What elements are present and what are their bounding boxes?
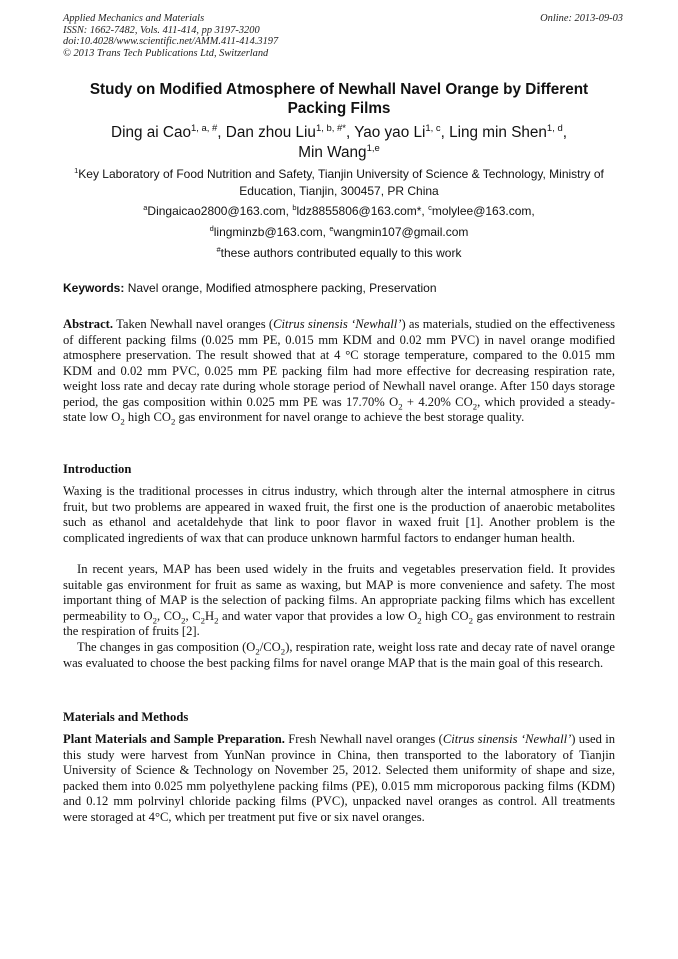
- email-line-2: [63, 224, 615, 241]
- author-name: Min Wang: [298, 144, 367, 161]
- paragraph-text: Fresh Newhall navel oranges (: [284, 732, 443, 746]
- subscript: 2: [417, 615, 422, 626]
- abstract-text: ) as materials, studied on the effectiveness of different packing films (0.025 mm PE, 0.015 mm KDM and 0.02 mm PVC) in navel orange modified atmosphere preservation. The result showed that at 4 °C storage temperature, compared to the 0.015 mm KDM and 0.02 mm PVC, 0.025 mm PE packing film had more effective for decreasing respiration rate, weight loss rate and decay rate during whole storage period of Newhall navel orange. After 150 days storage period, the gas composition within 0.025 mm PE was 17.70% O: [63, 317, 616, 409]
- subscript: 2: [214, 615, 219, 626]
- email-address: lingminzb@163.com,: [213, 225, 326, 239]
- affiliation-text: Key Laboratory of Food Nutrition and Safety, Tianjin University of Science & Technology, Ministry of Education, Tianjin, 300457, PR China: [78, 167, 604, 198]
- paragraph-text: ) used in this study were harvest from YunNan province in China, then transported to the laboratory of Tianjin University of Science & Technology on November 25, 2012. Selected them uniformity of shape and size, packed them into 0.025 mm polyethylene packing films (PE), 0.015 mm microporous packing films (KDM) and 0.12 mm polrvinyl chloride packing films (PVC), unpacked navel oranges as control. All treatments were storaged at 4°C, which per treatment put five or six navel oranges.: [63, 732, 616, 824]
- subscript: 2: [468, 615, 473, 626]
- subscript: 2: [398, 401, 403, 412]
- author-list: Ding ai Cao$^{1, a, \#}$, Dan zhou Liu$^{1, b, \#*}$, Yao yao Li$^{1, c}$, Ling min Shen$^{1, d}$, Min Wang$^{1,e}$: [111, 122, 567, 161]
- paragraph-text: The changes in gas composition (O: [77, 640, 256, 654]
- journal-issn: ISSN: 1662-7482, Vols. 411-414, pp 3197-3200: [63, 24, 260, 36]
- paragraph-text: high CO: [421, 608, 469, 623]
- paper-title: [63, 80, 615, 118]
- subscript: 2: [152, 615, 157, 626]
- subscript: 2: [170, 416, 176, 427]
- author-affiliation-mark: 1,e: [366, 142, 380, 154]
- email-mark: b: [292, 203, 297, 212]
- paragraph-text: , CO: [156, 608, 182, 623]
- email-address: molylee@163.com,: [431, 204, 535, 218]
- journal-copyright: © 2013 Trans Tech Publications Ltd, Switzerland: [63, 47, 269, 59]
- paragraph-text: , C: [185, 608, 201, 623]
- email-line-1: [63, 203, 615, 220]
- email-mark: e: [329, 224, 334, 233]
- equal-contribution-text: these authors contributed equally to this work: [220, 246, 462, 260]
- keywords: [63, 280, 615, 296]
- subscript: 2: [181, 615, 186, 626]
- abstract-text: gas environment for navel orange to achieve the best storage quality.: [175, 410, 525, 424]
- email-mark: c: [428, 203, 432, 212]
- abstract-text: high CO: [124, 410, 171, 424]
- equal-contribution-note: [63, 245, 615, 262]
- paragraph-text: /CO: [259, 640, 281, 654]
- author-name: Yao yao Li: [354, 124, 426, 141]
- author-name: Ding ai Cao: [111, 124, 191, 141]
- subscript: 2: [280, 646, 286, 657]
- author-affiliation-mark: 1, c: [425, 122, 441, 134]
- abstract-text: , which provided a steady-state low O: [63, 394, 615, 424]
- author-name: Dan zhou Liu: [225, 124, 316, 141]
- email-address: ldz8855806@163.com*,: [296, 204, 425, 218]
- journal-header: [63, 13, 623, 59]
- methods-paragraph: [63, 732, 615, 825]
- title-line-1: Study on Modified Atmosphere of Newhall Navel Orange by Different: [89, 81, 589, 98]
- introduction-paragraph-2: [63, 562, 615, 640]
- online-date: Online: 2013-09-03: [540, 13, 623, 24]
- journal-name: Applied Mechanics and Materials: [63, 13, 205, 24]
- journal-doi: doi:10.4028/www.scientific.net/AMM.411-414.3197: [63, 36, 279, 48]
- subscript: 2: [472, 401, 478, 412]
- paragraph-text: In recent years, MAP has been used widely in the fruits and vegetables preservation field. It provides suitable gas environment for fruit as same as waxing, but MAP is more convenience and safety. The most important thing of MAP is the selection of packing films. An appropriate packing films which has excellent permeability to O: [63, 562, 615, 623]
- subscript: 2: [200, 615, 205, 626]
- paragraph-text: H: [205, 608, 215, 623]
- email-mark: d: [209, 224, 214, 233]
- methods-subheading: Plant Materials and Sample Preparation.: [63, 732, 285, 746]
- paragraph-text: gas environment to restrain the respiration of fruits [2].: [63, 608, 616, 638]
- equal-contribution-mark: #: [216, 245, 221, 254]
- affiliation: [63, 166, 615, 200]
- keywords-text: Navel orange, Modified atmosphere packing, Preservation: [124, 281, 437, 295]
- subscript: 2: [120, 416, 125, 427]
- author-affiliation-mark: 1, a, #: [190, 122, 218, 134]
- abstract: [63, 317, 615, 426]
- email-address: wangmin107@gmail.com: [333, 225, 469, 239]
- subscript: 2: [255, 646, 260, 657]
- species-name: Citrus sinensis ‘Newhall’: [442, 732, 572, 746]
- paragraph-text: ), respiration rate, weight loss rate and decay rate of navel orange was evaluated to choose the best packing films for navel orange MAP that is the main goal of this research.: [63, 640, 615, 670]
- species-name: Citrus sinensis ‘Newhall’: [273, 317, 402, 331]
- abstract-text: + 4.20% CO: [402, 394, 473, 409]
- author-affiliation-mark: 1, d: [546, 122, 563, 134]
- abstract-label: Abstract.: [63, 317, 114, 331]
- introduction-heading: Introduction: [63, 462, 132, 476]
- author-name: Ling min Shen: [449, 124, 547, 141]
- keywords-label: Keywords:: [63, 281, 125, 295]
- title-line-2: Packing Films: [287, 100, 391, 117]
- email-address: Dingaicao2800@163.com,: [147, 204, 290, 218]
- introduction-paragraph-1: Waxing is the traditional processes in citrus industry, which through alter the internal atmosphere in citrus fruit, but two problems are appeared in waxed fruit, the first one is the production of anaerobic metabolites such as ethanol and acetaldehyde that link to poor flavor in waxed fruit [1]. Another problem is the complicated ingredients of wax that can produce unknown harmful factors to endanger human health.: [63, 484, 615, 545]
- methods-heading: Materials and Methods: [63, 710, 189, 724]
- abstract-text: Taken Newhall navel oranges (: [113, 317, 274, 331]
- affiliation-mark: 1: [74, 166, 79, 175]
- introduction-paragraph-3: [63, 640, 615, 671]
- email-mark: a: [143, 203, 148, 212]
- author-affiliation-mark: 1, b, #*: [315, 122, 346, 134]
- paragraph-text: and water vapor that provides a low O: [218, 608, 418, 623]
